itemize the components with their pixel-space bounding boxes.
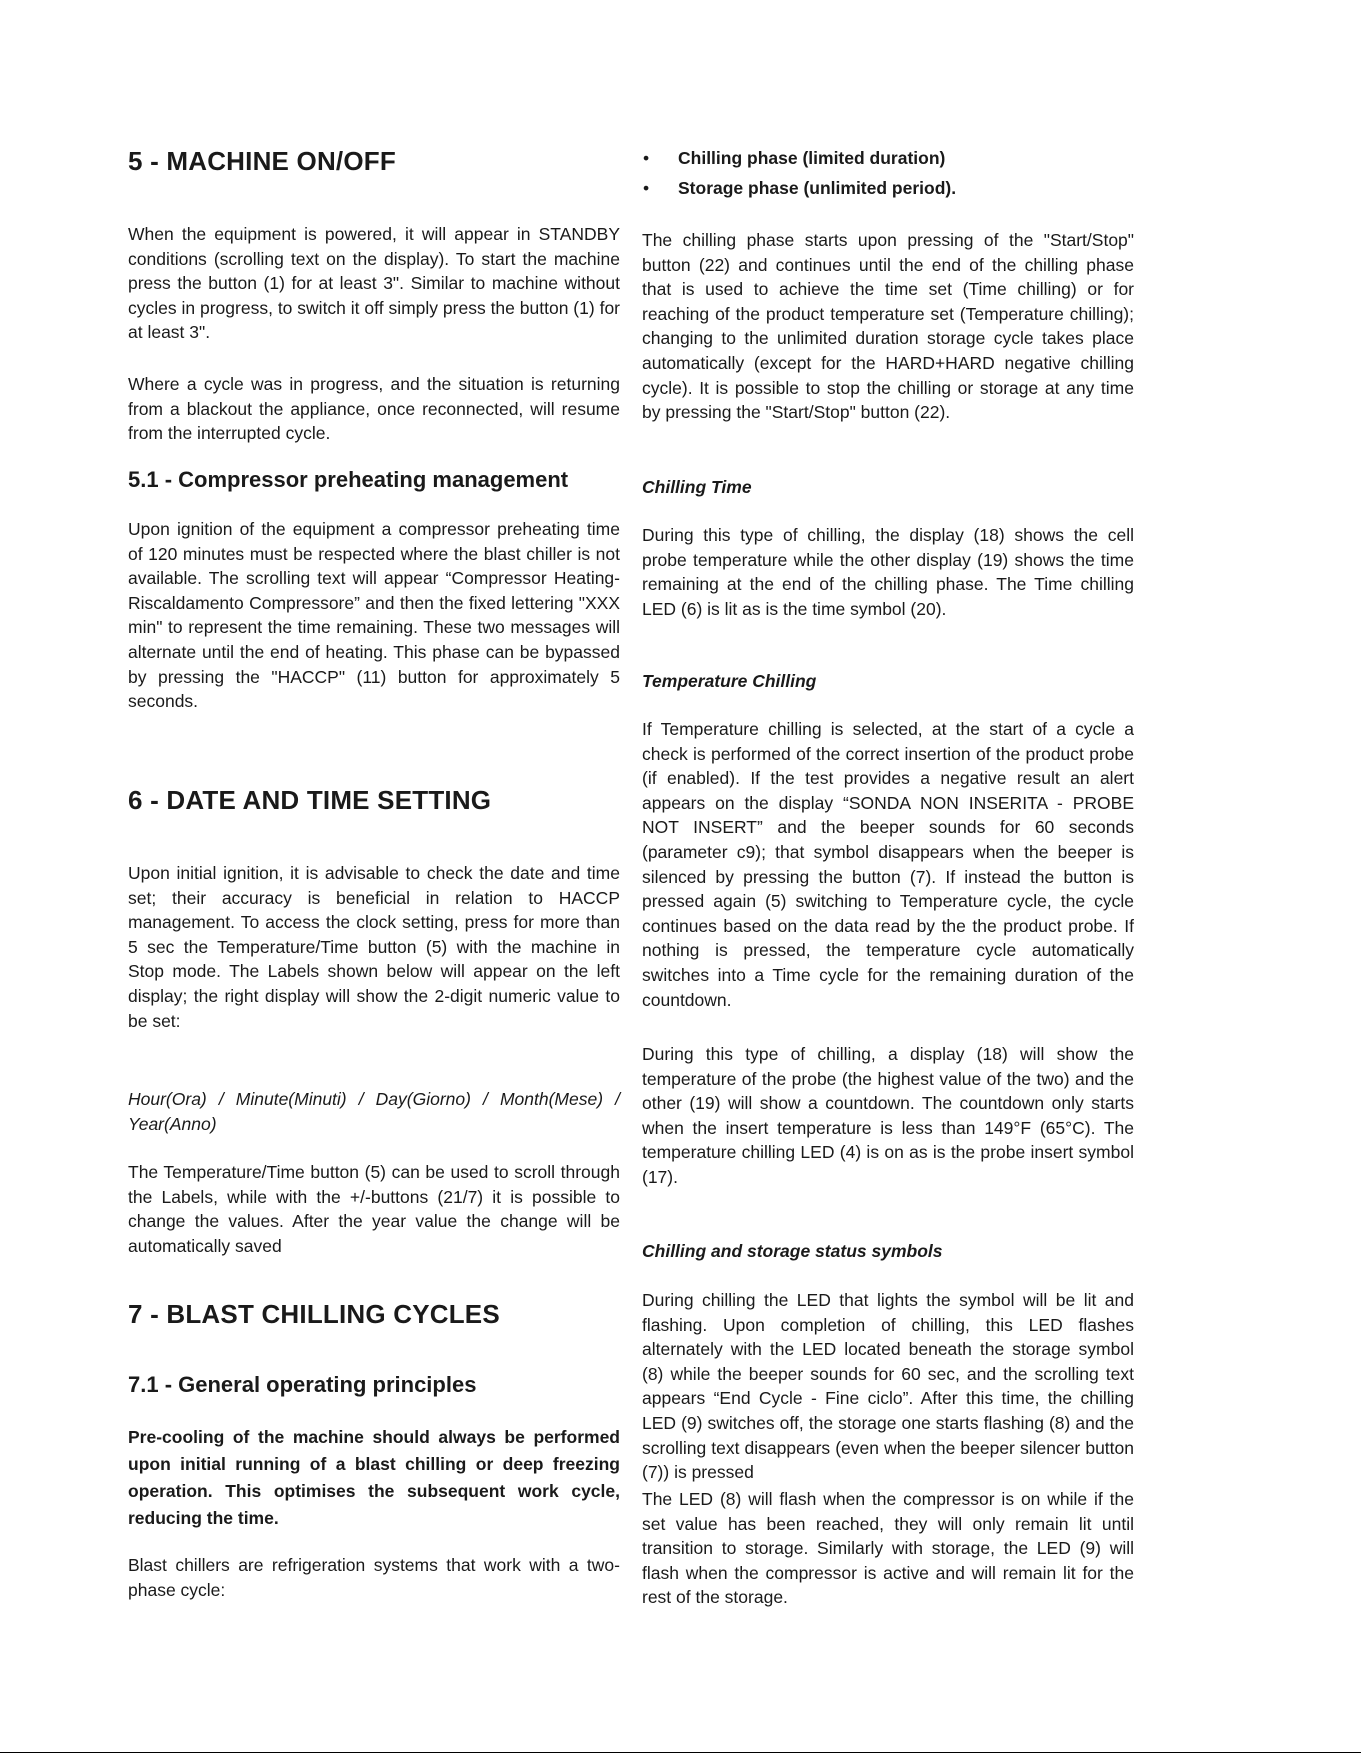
paragraph-temperature-chilling: If Temperature chilling is selected, at the start of a cycle a check is performed of the correct insertion of the product probe (if enabled). If the test provides a negative result an alert appears on the display “SONDA NON INSERITA - PROBE NOT INSERT” and the beeper sounds for 60 seconds (parameter c9); that symbol disappears when the beeper is silenced by pressing the button (7). If instead the button is pressed again (5) switching to Temperature cycle, the cycle continues based on the data read by the the product probe. If nothing is pressed, the temperature cycle automatically switches into a Time cycle for the remaining duration of the countdown. bbox=[642, 719, 1134, 1010]
heading-date-time-setting: 6 - DATE AND TIME SETTING bbox=[128, 785, 492, 815]
bullet-symbol: • bbox=[643, 178, 650, 198]
paragraph-status-symbols: During chilling the LED that lights the symbol will be lit and flashing. Upon completion of chilling, this LED flashes alternately with the LED located beneath the storage symbol (8) while the beeper sounds for 60 sec, and the scrolling text appears “End Cycle - Fine ciclo”. After this time, the chilling LED (9) switches off, the storage one starts flashing (8) and the scrolling text disappears (even when the beeper silencer button (7)) is pressed bbox=[642, 1290, 1134, 1483]
paragraph-temperature-countdown: During this type of chilling, a display (18) will show the temperature of the probe (the highest value of the two) and the other (19) will show a countdown. The countdown only starts when the insert temperature is less than 149°F (65°C). The temperature chilling LED (4) is on as is the probe insert symbol (17). bbox=[642, 1044, 1134, 1187]
bullet-text: Storage phase (unlimited period). bbox=[678, 178, 957, 198]
bullet-symbol: • bbox=[643, 148, 650, 168]
heading-general-principles: 7.1 - General operating principles bbox=[128, 1372, 477, 1397]
heading-compressor-preheating: 5.1 - Compressor preheating management bbox=[128, 467, 569, 492]
heading-machine-on-off: 5 - MACHINE ON/OFF bbox=[128, 146, 396, 176]
paragraph-chilling-phase: The chilling phase starts upon pressing of the "Start/Stop" button (22) and continues until the end of the chilling phase that is used to achieve the time set (Time chilling) or for reaching of the product temperature set (Temperature chilling); changing to the unlimited duration storage cycle takes place automatically (except for the HARD+HARD negative chilling cycle). It is possible to stop the chilling or storage at any time by pressing the "Start/Stop" button (22). bbox=[642, 230, 1134, 423]
heading-chilling-time: Chilling Time bbox=[642, 477, 752, 497]
paragraph-compressor-preheating: Upon ignition of the equipment a compressor preheating time of 120 minutes must be respected where the blast chiller is not available. The scrolling text will appear “Compressor Heating-Riscaldamento Compressore” and then the fixed lettering "XXX min" to represent the time remaining. These two messages will alternate until the end of heating. This phase can be bypassed by pressing the "HACCP" (11) button for approximately 5 seconds. bbox=[128, 519, 620, 712]
paragraph-machine-power: When the equipment is powered, it will appear in STANDBY conditions (scrolling text on the display). To start the machine press the button (1) for at least 3". Similar to machine without cycles in progress, to switch it off simply press the button (1) for at least 3". bbox=[128, 224, 620, 343]
bullet-text: Chilling phase (limited duration) bbox=[678, 148, 946, 168]
paragraph-date-labels: Hour(Ora) / Minute(Minuti) / Day(Giorno) / Month(Mese) / Year(Anno) bbox=[128, 1089, 620, 1134]
paragraph-chilling-time: During this type of chilling, the display (18) shows the cell probe temperature while the other display (19) shows the time remaining at the end of the chilling phase. The Time chilling LED (6) is lit as is the time symbol (20). bbox=[642, 525, 1134, 619]
paragraph-blackout-resume: Where a cycle was in progress, and the situation is returning from a blackout the appliance, once reconnected, will resume from the interrupted cycle. bbox=[128, 374, 620, 444]
paragraph-led-flash: The LED (8) will flash when the compressor is on while if the set value has been reached, they will only remain lit until transition to storage. Similarly with storage, the LED (9) will flash when the compressor is active and will remain lit for the rest of the storage. bbox=[642, 1489, 1134, 1608]
heading-status-symbols: Chilling and storage status symbols bbox=[642, 1241, 943, 1261]
heading-blast-chilling-cycles: 7 - BLAST CHILLING CYCLES bbox=[128, 1299, 500, 1329]
paragraph-precooling: Pre-cooling of the machine should always be performed upon initial running of a blast chilling or deep freezing operation. This optimises the subsequent work cycle, reducing the time. bbox=[128, 1427, 620, 1528]
paragraph-date-scroll: The Temperature/Time button (5) can be used to scroll through the Labels, while with the +/-buttons (21/7) it is possible to change the values. After the year value the change will be automatically saved bbox=[128, 1162, 620, 1256]
paragraph-date-time-setting: Upon initial ignition, it is advisable to check the date and time set; their accuracy is beneficial in relation to HACCP management. To access the clock setting, press for more than 5 sec the Temperature/Time button (5) with the machine in Stop mode. The Labels shown below will appear on the left display; the right display will show the 2-digit numeric value to be set: bbox=[128, 863, 620, 1031]
heading-temperature-chilling: Temperature Chilling bbox=[642, 671, 817, 691]
paragraph-two-phase: Blast chillers are refrigeration systems that work with a two-phase cycle: bbox=[128, 1555, 620, 1600]
footer-rule bbox=[0, 1752, 1361, 1753]
